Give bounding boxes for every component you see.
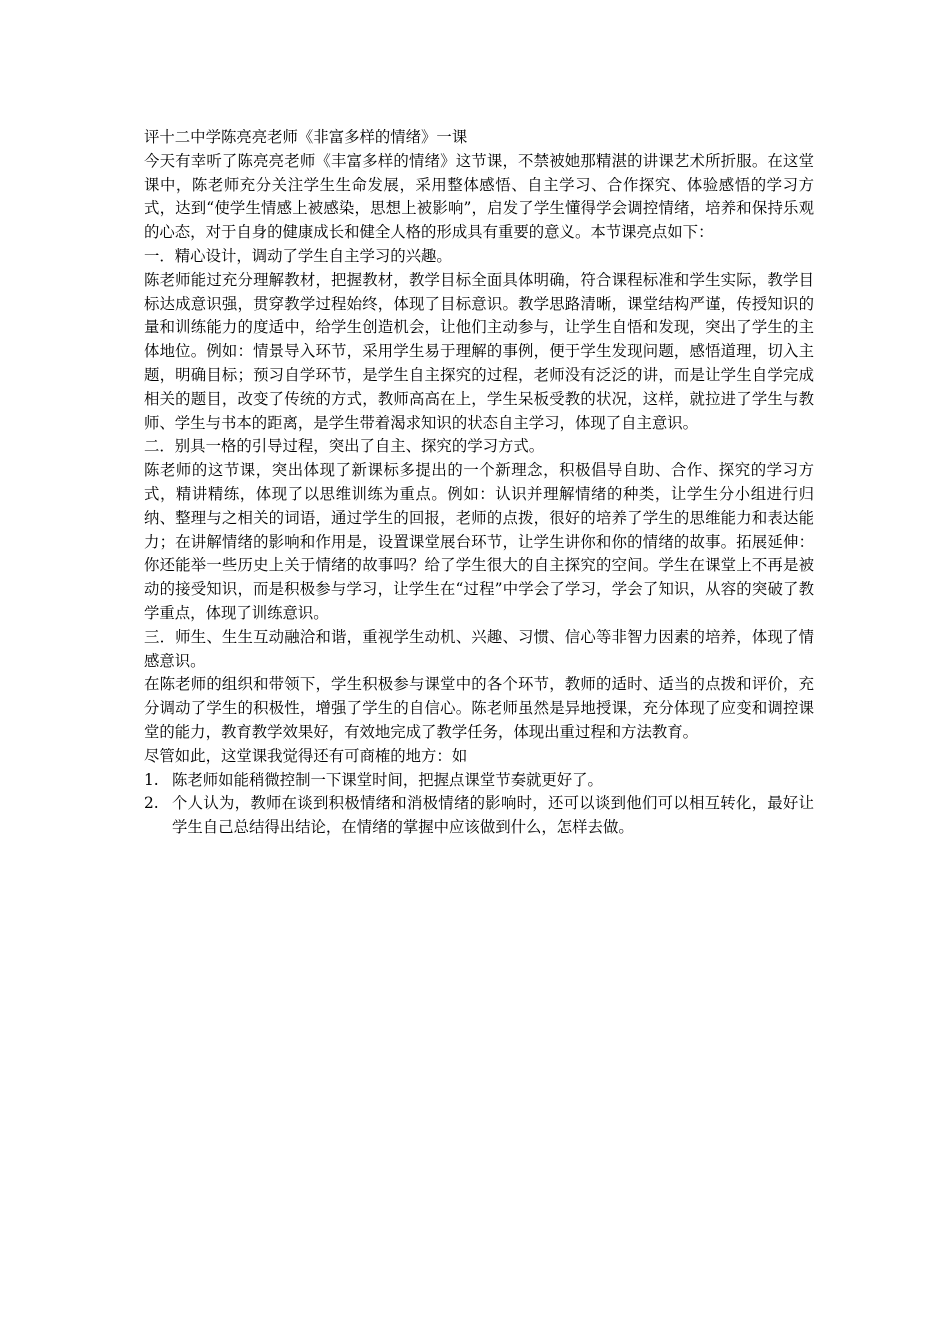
list-item-number: 2. <box>144 794 159 813</box>
list-item <box>144 769 814 793</box>
paragraph-section-2: 陈老师的这节课，突出体现了新课标多提出的一个新理念，积极倡导自助、合作、探究的学习方式，精讲精练，体现了以思维训练为重点。例如：认识并理解情绪的种类，让学生分小组进行归纳、整理与之相关的词语，通过学生的回报，老师的点拨，很好的培养了学生的思维能力和表达能力；在讲解情绪的影响和作用是，设置课堂展台环节，让学生讲你和你的情绪的故事。拓展延伸：你还能举一些历史上关于情绪的故事吗？给了学生很大的自主探究的空间。学生在课堂上不再是被动的接受知识，而是积极参与学习，让学生在“过程”中学会了学习，学会了知识，从容的突破了教学重点，体现了训练意识。 <box>144 461 814 622</box>
list-item-number: 1. <box>144 770 159 789</box>
list-item <box>144 792 814 840</box>
paragraph-section-3: 在陈老师的组织和带领下，学生积极参与课堂中的各个环节，教师的适时、适当的点拨和评价，充分调动了学生的积极性，增强了学生的自信心。陈老师虽然是异地授课，充分体现了应变和调控课堂的能力，教育教学效果好，有效地完成了教学任务，体现出重过程和方法教育。 <box>144 675 814 741</box>
list-item-text: 陈老师如能稍微控制一下课堂时间，把握点课堂节奏就更好了。 <box>172 770 603 789</box>
paragraph-section-1: 陈老师能过充分理解教材，把握教材，教学目标全面具体明确，符合课程标准和学生实际，教学目标达成意识强，贯穿教学过程始终，体现了目标意识。教学思路清晰，课堂结构严谨，传授知识的量和训练能力的度适中，给学生创造机会，让他们主动参与，让学生自悟和发现，突出了学生的主体地位。例如：情景导入环节，采用学生易于理解的事例，便于学生发现问题，感悟道理，切入主题，明确目标；预习自学环节，是学生自主探究的过程，老师没有泛泛的讲，而是让学生自学完成相关的题目，改变了传统的方式，教师高高在上，学生呆板受教的状况，这样，就拉进了学生与教师、学生与书本的距离，是学生带着渴求知识的状态自主学习，体现了自主意识。 <box>144 270 814 432</box>
list-item-text: 个人认为，教师在谈到积极情绪和消极情绪的影响时，还可以谈到他们可以相互转化，最好让学生自己总结得出结论，在情绪的掌握中应该做到什么，怎样去做。 <box>172 794 814 837</box>
paragraph-intro: 今天有幸听了陈亮亮老师《丰富多样的情绪》这节课，不禁被她那精湛的讲课艺术所折服。在这堂课中，陈老师充分关注学生生命发展，采用整体感悟、自主学习、合作探究、体验感悟的学习方式，达到“使学生情感上被感染，思想上被影响”，启发了学生懂得学会调控情绪，培养和保持乐观的心态，对于自身的健康成长和健全人格的形成具有重要的意义。本节课亮点如下： <box>144 151 814 242</box>
suggestion-list <box>144 769 814 840</box>
section-heading-3: 三．师生、生生互动融洽和谐，重视学生动机、兴趣、习惯、信心等非智力因素的培养，体现了情感意识。 <box>144 627 814 670</box>
document-title: 评十二中学陈亮亮老师《非富多样的情绪》一课 <box>144 128 468 146</box>
document-page <box>144 126 814 840</box>
section-heading-1: 一．精心设计，调动了学生自主学习的兴趣。 <box>144 246 452 265</box>
paragraph-suggestions-intro: 尽管如此，这堂课我觉得还有可商榷的地方：如 <box>144 746 468 765</box>
section-heading-2: 二．别具一格的引导过程，突出了自主、探究的学习方式。 <box>144 437 545 456</box>
